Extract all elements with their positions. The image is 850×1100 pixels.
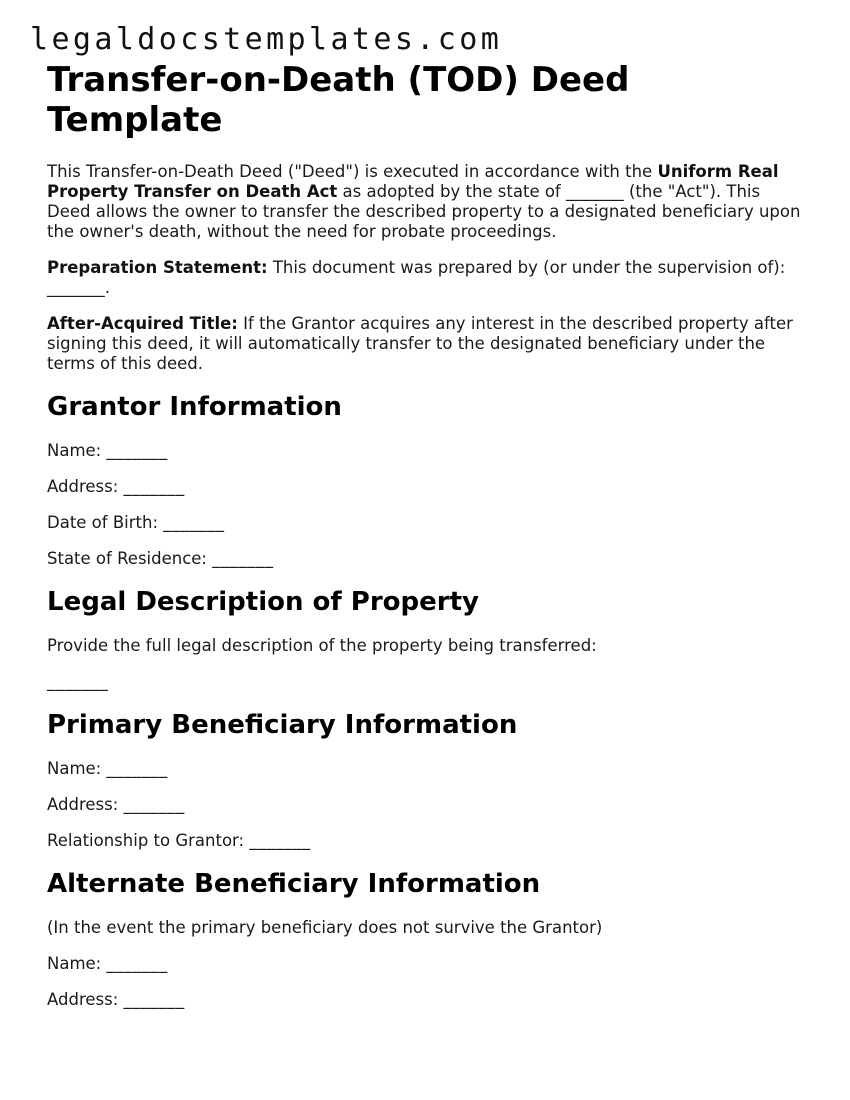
alternate-beneficiary-address-blank: _______ — [123, 990, 185, 1009]
grantor-name-blank: _______ — [106, 441, 168, 460]
preparation-statement-text: This document was prepared by (or under the supervision of): _______. — [47, 258, 786, 297]
grantor-address-label: Address: — [47, 477, 119, 496]
alternate-beneficiary-note: (In the event the primary beneficiary does not survive the Grantor) — [47, 918, 603, 937]
intro-paragraph — [47, 162, 803, 242]
intro-act-name: Uniform Real Property Transfer on Death Act — [47, 162, 779, 201]
grantor-address-field — [47, 477, 803, 497]
grantor-state-field — [47, 549, 803, 569]
grantor-dob-field — [47, 513, 803, 533]
grantor-address-blank: _______ — [123, 477, 185, 496]
grantor-section-heading: Grantor Information — [47, 392, 342, 422]
primary-beneficiary-relationship-blank: _______ — [249, 831, 311, 850]
document-body — [47, 162, 803, 1010]
primary-beneficiary-relationship-field — [47, 831, 803, 851]
alternate-beneficiary-name-blank: _______ — [106, 954, 168, 973]
alternate-beneficiary-heading: Alternate Beneficiary Information — [47, 869, 541, 899]
alternate-beneficiary-name-field — [47, 954, 803, 974]
grantor-dob-blank: _______ — [163, 513, 225, 532]
preparation-statement-paragraph — [47, 258, 803, 298]
primary-beneficiary-address-field — [47, 795, 803, 815]
grantor-name-label: Name: — [47, 441, 102, 460]
primary-beneficiary-name-blank: _______ — [106, 759, 168, 778]
primary-beneficiary-relationship-label: Relationship to Grantor: — [47, 831, 245, 850]
legal-description-instruction: Provide the full legal description of the property being transferred: — [47, 636, 597, 655]
intro-text-pre: This Transfer-on-Death Deed ("Deed") is executed in accordance with the — [47, 162, 658, 181]
alternate-beneficiary-address-label: Address: — [47, 990, 119, 1009]
legal-description-heading: Legal Description of Property — [47, 587, 479, 617]
grantor-dob-label: Date of Birth: — [47, 513, 159, 532]
grantor-state-blank: _______ — [212, 549, 274, 568]
after-acquired-paragraph — [47, 314, 803, 374]
legal-description-blank-line — [47, 672, 803, 692]
primary-beneficiary-heading: Primary Beneficiary Information — [47, 710, 518, 740]
document-title: Transfer-on-Death (TOD) Deed Template — [47, 60, 630, 140]
after-acquired-text: If the Grantor acquires any interest in the described property after signing this deed, it will automatically transfer to the designated beneficiary under the terms of this deed. — [47, 314, 793, 373]
legal-description-blank: _______ — [47, 672, 109, 691]
alternate-beneficiary-name-label: Name: — [47, 954, 102, 973]
primary-beneficiary-name-field — [47, 759, 803, 779]
primary-beneficiary-address-blank: _______ — [123, 795, 185, 814]
primary-beneficiary-address-label: Address: — [47, 795, 119, 814]
grantor-name-field — [47, 441, 803, 461]
alternate-beneficiary-address-field — [47, 990, 803, 1010]
intro-text-post: as adopted by the state of _______ (the "Act"). This Deed allows the owner to transfer the described property to a designated beneficiary upon the owner's death, without the need for probate proceedings. — [47, 182, 801, 241]
after-acquired-label: After-Acquired Title: — [47, 314, 238, 333]
preparation-statement-label: Preparation Statement: — [47, 258, 268, 277]
grantor-state-label: State of Residence: — [47, 549, 207, 568]
site-logo: legaldocstemplates.com — [30, 22, 503, 57]
primary-beneficiary-name-label: Name: — [47, 759, 102, 778]
